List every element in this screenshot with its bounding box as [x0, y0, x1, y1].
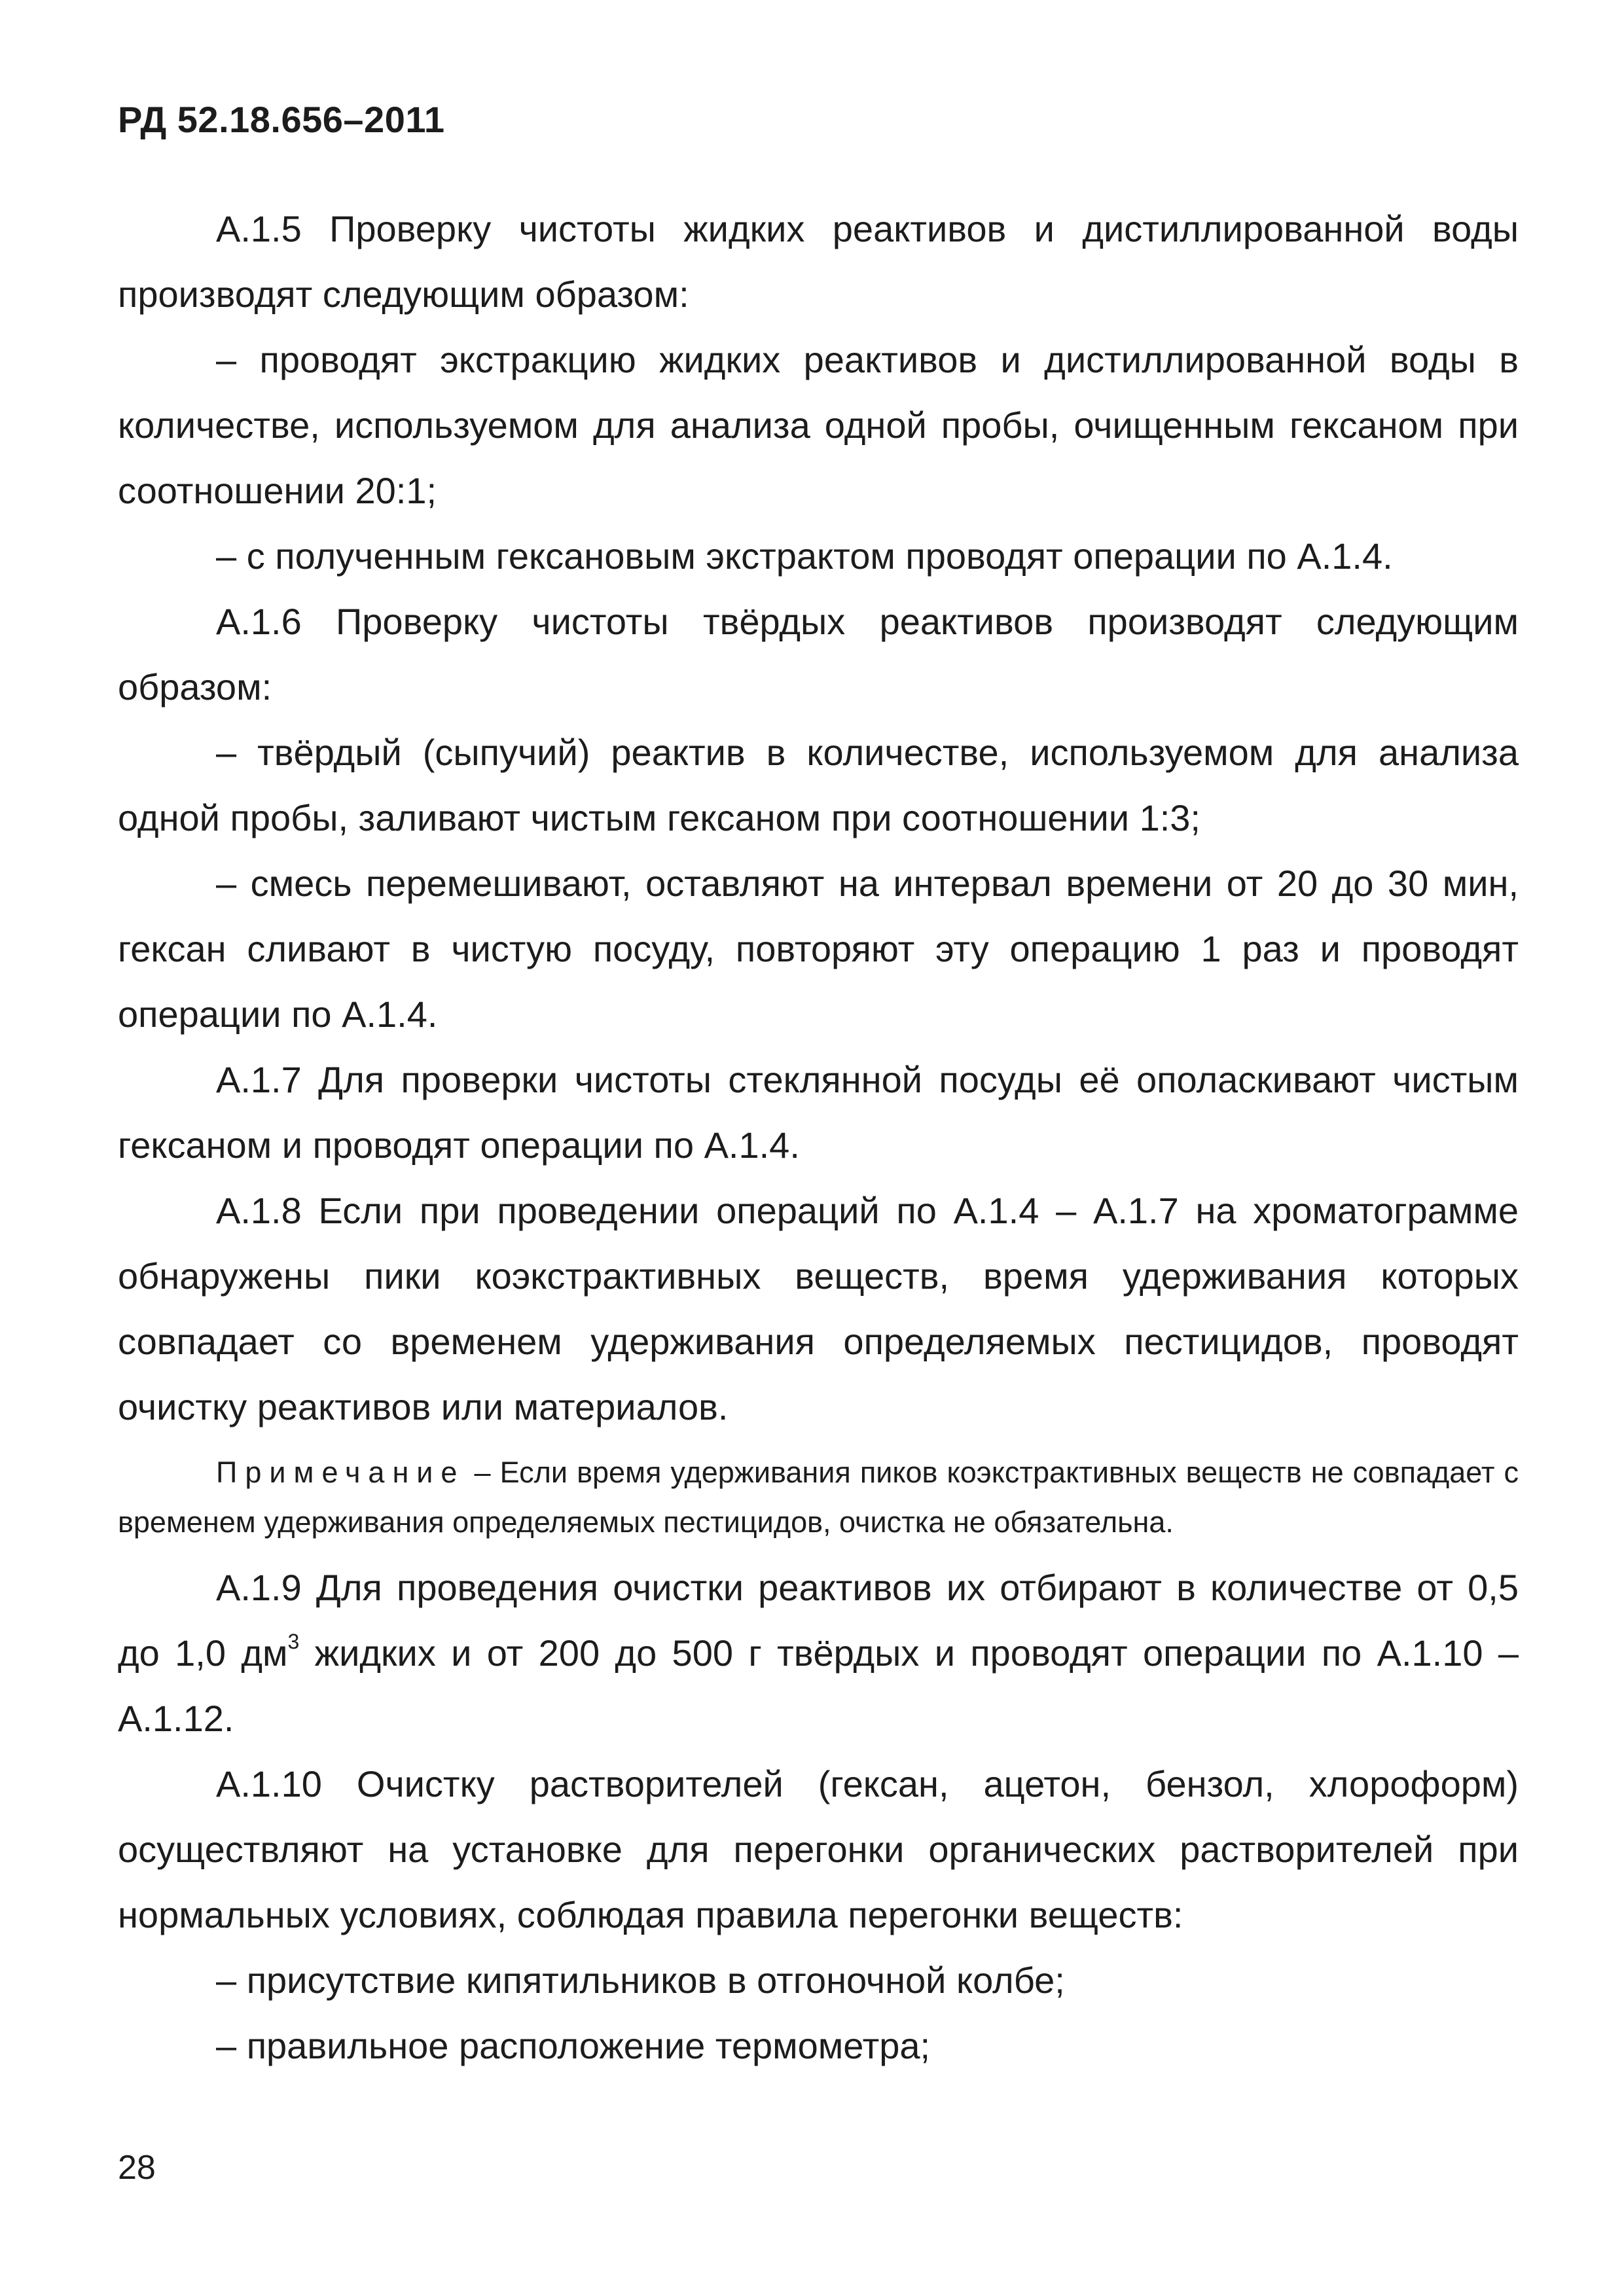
paragraph-a-1-5: А.1.5 Проверку чистоты жидких реактивов и дистиллированной воды производят следующим образом: — [118, 208, 1519, 315]
paragraph-a-1-9-part2: жидких и от 200 до 500 г твёрдых и проводят операции по А.1.10 – А.1.12. — [118, 1632, 1519, 1739]
superscript-cubed: 3 — [287, 1630, 300, 1653]
list-item: – присутствие кипятильников в отгоночной колбе; — [216, 1960, 1065, 2001]
document-code-header: РД 52.18.656–2011 — [118, 99, 445, 140]
list-item: – с полученным гексановым экстрактом проводят операции по А.1.4. — [216, 535, 1393, 577]
paragraph-a-1-7: А.1.7 Для проверки чистоты стеклянной посуды её ополаскивают чистым гексаном и проводят операции по А.1.4. — [118, 1059, 1519, 1166]
note-text: – Если время удерживания пиков коэкстрактивных веществ не совпадает с временем удерживания определяемых пестицидов, очистка не обязательна. — [118, 1456, 1519, 1539]
document-body — [118, 196, 1519, 2079]
list-item: – проводят экстракцию жидких реактивов и дистиллированной воды в количестве, используемом для анализа одной пробы, очищенным гексаном при соотношении 20:1; — [118, 339, 1519, 511]
paragraph-a-1-10: А.1.10 Очистку растворителей (гексан, ацетон, бензол, хлороформ) осуществляют на установке для перегонки органических растворителей при нормальных условиях, соблюдая правила перегонки веществ: — [118, 1763, 1519, 1935]
list-item: – твёрдый (сыпучий) реактив в количестве, используемом для анализа одной пробы, заливают чистым гексаном при соотношении 1:3; — [118, 732, 1519, 838]
note-label: Примечание — [216, 1456, 465, 1489]
note-block — [118, 1440, 1519, 1555]
page-number: 28 — [118, 2149, 156, 2187]
paragraph-a-1-6: А.1.6 Проверку чистоты твёрдых реактивов производят следующим образом: — [118, 601, 1519, 708]
list-item: – смесь перемешивают, оставляют на интервал времени от 20 до 30 мин, гексан сливают в чистую посуду, повторяют эту операцию 1 раз и проводят операции по А.1.4. — [118, 863, 1519, 1035]
paragraph-a-1-9-part1: А.1.9 Для проведения очистки реактивов их отбирают в количестве от 0,5 до 1,0 дм — [118, 1567, 1519, 1674]
paragraph-a-1-9 — [118, 1555, 1519, 1751]
paragraph-a-1-8: А.1.8 Если при проведении операций по А.1.4 – А.1.7 на хроматограмме обнаружены пики коэкстрактивных веществ, время удерживания которых совпадает со временем удерживания определяемых пестицидов, проводят очистку реактивов или материалов. — [118, 1190, 1519, 1427]
list-item: – правильное расположение термометра; — [216, 2025, 931, 2066]
